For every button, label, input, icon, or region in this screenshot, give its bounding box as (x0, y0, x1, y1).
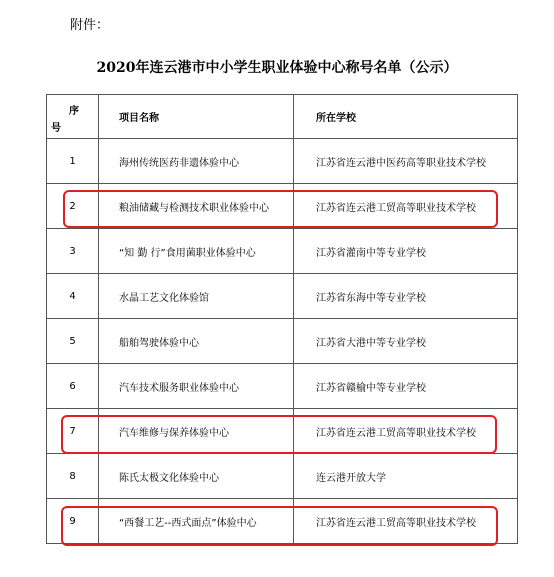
row-project-name: 汽车维修与保养体验中心 (99, 409, 294, 454)
row-school: 江苏省赣榆中等专业学校 (294, 364, 518, 409)
table-row (47, 184, 518, 229)
row-school: 江苏省大港中等专业学校 (294, 319, 518, 364)
row-school: 连云港开放大学 (294, 454, 518, 499)
table-header-row (47, 95, 518, 139)
table-row (47, 229, 518, 274)
table-row (47, 139, 518, 184)
header-school: 所在学校 (294, 95, 518, 139)
table-row (47, 364, 518, 409)
header-project-name: 项目名称 (99, 95, 294, 139)
row-number: 6 (47, 364, 99, 409)
row-school: 江苏省连云港工贸高等职业技术学校 (294, 409, 518, 454)
row-project-name: 水晶工艺文化体验馆 (99, 274, 294, 319)
row-number: 2 (47, 184, 99, 229)
row-number: 3 (47, 229, 99, 274)
row-project-name: 陈氏太极文化体验中心 (99, 454, 294, 499)
row-project-name: 船舶驾驶体验中心 (99, 319, 294, 364)
header-number (47, 95, 99, 139)
document-title: 2020年连云港市中小学生职业体验中心称号名单（公示） (96, 60, 458, 76)
row-school: 江苏省东海中等专业学校 (294, 274, 518, 319)
row-number: 8 (47, 454, 99, 499)
attachment-label: 附件： (70, 18, 110, 33)
row-project-name: 汽车技术服务职业体验中心 (99, 364, 294, 409)
table-row (47, 319, 518, 364)
row-project-name: “知 勤 行”食用菌职业体验中心 (99, 229, 294, 274)
row-school: 江苏省连云港工贸高等职业技术学校 (294, 499, 518, 544)
table-row (47, 499, 518, 544)
row-school: 江苏省连云港工贸高等职业技术学校 (294, 184, 518, 229)
row-project-name: 粮油储藏与检测技术职业体验中心 (99, 184, 294, 229)
roster-table (46, 94, 518, 544)
row-number: 7 (47, 409, 99, 454)
row-project-name: 海州传统医药非遗体验中心 (99, 139, 294, 184)
header-number-bottom: 号 (51, 123, 61, 134)
row-project-name: “西餐工艺--西式面点”体验中心 (99, 499, 294, 544)
row-school: 江苏省连云港中医药高等职业技术学校 (294, 139, 518, 184)
row-number: 9 (47, 499, 99, 544)
row-number: 1 (47, 139, 99, 184)
row-number: 4 (47, 274, 99, 319)
header-number-top: 序 (69, 106, 79, 117)
row-number: 5 (47, 319, 99, 364)
row-school: 江苏省灌南中等专业学校 (294, 229, 518, 274)
table-row (47, 454, 518, 499)
table-row (47, 274, 518, 319)
table-row (47, 409, 518, 454)
